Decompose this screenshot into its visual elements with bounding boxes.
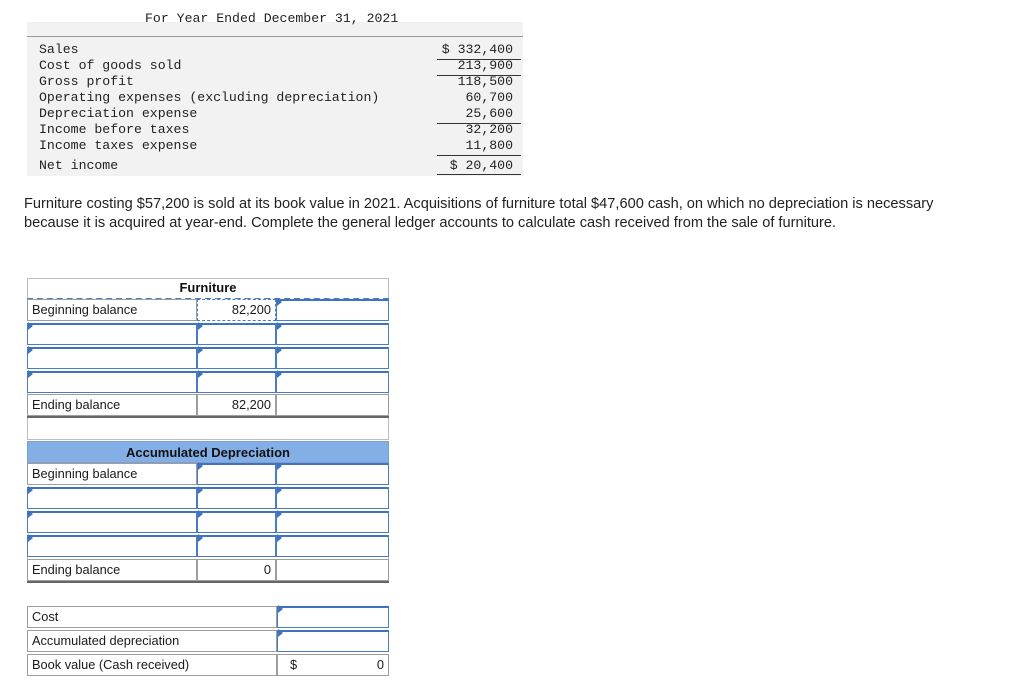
furniture-debit-input-2[interactable] bbox=[197, 323, 276, 345]
furniture-debit-input-4[interactable] bbox=[197, 371, 276, 393]
input-marker-icon bbox=[28, 346, 33, 354]
accum-credit-input-4[interactable] bbox=[276, 535, 389, 557]
summary-cost-label: Cost bbox=[27, 606, 277, 628]
furniture-entry-label-3[interactable] bbox=[27, 371, 197, 393]
furniture-credit-input-3[interactable] bbox=[276, 347, 389, 369]
input-marker-icon bbox=[28, 370, 33, 378]
input-marker-icon bbox=[198, 322, 203, 330]
accum-entry-label-1[interactable] bbox=[27, 487, 197, 509]
input-marker-icon bbox=[28, 510, 33, 518]
row-amount: 213,900 bbox=[457, 58, 513, 73]
furniture-entry-label-2[interactable] bbox=[27, 347, 197, 369]
ledger-bottom-rule bbox=[27, 581, 389, 583]
accum-credit-input-3[interactable] bbox=[276, 511, 389, 533]
summary-cost-input[interactable] bbox=[277, 606, 389, 628]
input-marker-icon bbox=[277, 486, 282, 494]
statement-row-income-taxes bbox=[27, 138, 523, 154]
summary-book-label: Book value (Cash received) bbox=[27, 654, 277, 676]
summary-accum-label: Accumulated depreciation bbox=[27, 630, 277, 652]
row-amount: 11,800 bbox=[465, 138, 513, 153]
furniture-ending-credit bbox=[276, 394, 389, 416]
statement-row-sales bbox=[27, 42, 523, 58]
input-marker-icon bbox=[28, 534, 33, 542]
input-marker-icon bbox=[278, 629, 283, 637]
input-marker-icon bbox=[278, 605, 283, 613]
furniture-beginning-label: Beginning balance bbox=[27, 299, 197, 321]
statement-row-depreciation bbox=[27, 106, 523, 122]
problem-text: Furniture costing $57,200 is sold at its book value in 2021. Acquisitions of furniture total $47,600 cash, on which no depreciation is necessary because it is acquired at year-end. Complete the general ledger accounts to calculate cash received from the sale of furniture. bbox=[24, 196, 934, 231]
row-amount: 32,200 bbox=[465, 122, 513, 137]
row-label: Net income bbox=[39, 158, 119, 173]
accum-ending-value: 0 bbox=[197, 559, 276, 581]
input-marker-icon bbox=[277, 534, 282, 542]
summary-accum-input[interactable] bbox=[277, 630, 389, 652]
input-marker-icon bbox=[277, 462, 282, 470]
row-amount: 60,700 bbox=[465, 90, 513, 105]
row-label: Depreciation expense bbox=[39, 106, 198, 121]
row-label: Sales bbox=[39, 42, 79, 57]
accum-credit-input-2[interactable] bbox=[276, 487, 389, 509]
furniture-ending-value: 82,200 bbox=[197, 394, 276, 416]
statement-row-opex bbox=[27, 90, 523, 106]
underline bbox=[437, 155, 521, 156]
accum-ending-credit bbox=[276, 559, 389, 581]
accum-debit-input-4[interactable] bbox=[197, 535, 276, 557]
input-marker-icon bbox=[277, 370, 282, 378]
furniture-ending-label: Ending balance bbox=[27, 394, 197, 416]
statement-row-gross-profit bbox=[27, 74, 523, 90]
furniture-title: Furniture bbox=[27, 278, 389, 298]
statement-row-income-before-taxes bbox=[27, 122, 523, 138]
row-label: Operating expenses (excluding depreciation) bbox=[39, 90, 380, 105]
furniture-entry-label-1[interactable] bbox=[27, 323, 197, 345]
accum-beginning-label: Beginning balance bbox=[27, 463, 197, 485]
row-label: Gross profit bbox=[39, 74, 134, 89]
accum-debit-input-3[interactable] bbox=[197, 511, 276, 533]
input-marker-icon bbox=[277, 322, 282, 330]
accum-debit-input-1[interactable] bbox=[197, 463, 276, 485]
income-statement bbox=[27, 12, 523, 176]
input-marker-icon bbox=[277, 346, 282, 354]
statement-row-cogs bbox=[27, 58, 523, 74]
row-amount: 118,500 bbox=[457, 74, 513, 89]
furniture-debit-input-3[interactable] bbox=[197, 347, 276, 369]
input-marker-icon bbox=[277, 298, 282, 306]
statement-period-header: For Year Ended December 31, 2021 bbox=[145, 12, 399, 26]
input-marker-icon bbox=[198, 534, 203, 542]
currency-symbol: $ bbox=[290, 657, 298, 672]
row-label: Income taxes expense bbox=[39, 138, 198, 153]
accum-entry-label-2[interactable] bbox=[27, 511, 197, 533]
accum-credit-input-1[interactable] bbox=[276, 463, 389, 485]
furniture-credit-input-2[interactable] bbox=[276, 323, 389, 345]
furniture-beginning-value: 82,200 bbox=[197, 299, 276, 321]
input-marker-icon bbox=[198, 370, 203, 378]
row-amount: $ 332,400 bbox=[441, 42, 513, 57]
statement-row-net-income bbox=[27, 158, 523, 174]
accum-debit-input-2[interactable] bbox=[197, 487, 276, 509]
statement-top-rule bbox=[27, 36, 523, 37]
row-label: Income before taxes bbox=[39, 122, 190, 137]
row-amount: 25,600 bbox=[465, 106, 513, 121]
furniture-credit-input-1[interactable] bbox=[276, 299, 389, 321]
furniture-credit-input-4[interactable] bbox=[276, 371, 389, 393]
input-marker-icon bbox=[277, 510, 282, 518]
input-marker-icon bbox=[28, 322, 33, 330]
input-marker-icon bbox=[28, 486, 33, 494]
row-label: Cost of goods sold bbox=[39, 58, 182, 73]
input-marker-icon bbox=[198, 462, 203, 470]
summary-book-value-cell bbox=[277, 654, 389, 676]
spacer bbox=[27, 418, 389, 440]
book-value-summary bbox=[27, 606, 389, 678]
row-amount: $ 20,400 bbox=[449, 158, 513, 173]
accum-ending-label: Ending balance bbox=[27, 559, 197, 581]
double-underline bbox=[437, 174, 521, 175]
accum-dep-title: Accumulated Depreciation bbox=[27, 441, 389, 463]
input-marker-icon bbox=[198, 510, 203, 518]
summary-book-value: 0 bbox=[376, 657, 384, 672]
accum-entry-label-3[interactable] bbox=[27, 535, 197, 557]
input-marker-icon bbox=[198, 486, 203, 494]
input-marker-icon bbox=[198, 346, 203, 354]
